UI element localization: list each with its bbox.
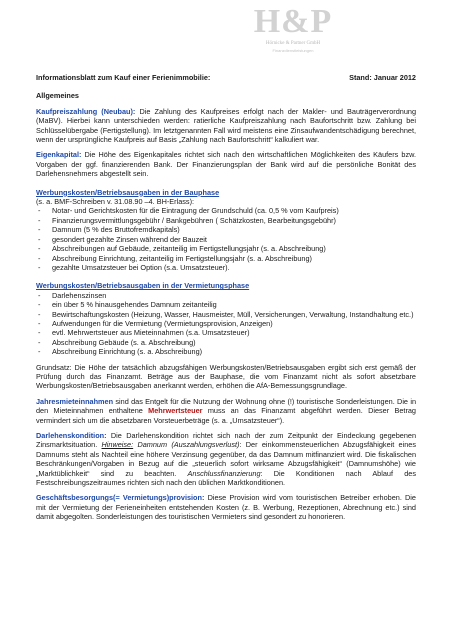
section-general-title: Allgemeines xyxy=(36,91,79,101)
logo-mark: H&P xyxy=(253,3,333,40)
list-item: - Damnum (5 % des Bruttofremdkapitals) xyxy=(36,225,416,234)
list-vermietung xyxy=(36,291,416,357)
text-eigenkapital: Die Höhe des Eigenkapitales richtet sich nach den wirtschaftlichen Möglichkeiten des Käufers bzw. Vorgaben der ggf. finanzierenden Bank. Der Finanzierungsplan der Bank wird auf die persönliche Bonität des Darlehensnehmers abgestellt sein. xyxy=(36,150,416,179)
label-anschluss: Anschlussfinanzierung xyxy=(187,468,261,478)
document-header xyxy=(36,73,416,82)
text-kaufpreis: Die Zahlung des Kaufpreises erfolgt nach der Makler- und Bauträgerverordnung (MaBV). Hierbei kann unterschieden werden: ratierliche Kaufpreiszahlung nach Baufortschritt bzw. Zahlung bei Schlüsselübergabe (Fertigstellung). Im letztgenannten Fall wird meistens eine Zinsaufwandentschädigung berechnet, wenn der ursprüngliche Kaufpreis auf Basis „Zahlung nach Baufortschritt“ kalkuliert war. xyxy=(36,106,416,145)
label-geschaeft: Geschäftsbesorgungs(= Vermietungs)provision: xyxy=(36,493,205,503)
bauphase-intro: (s. a. BMF-Schreiben v. 31.08.90 –4. BH-Erlass): xyxy=(36,197,195,207)
list-item: - gesondert gezahlte Zinsen während der Bauzeit xyxy=(36,235,416,244)
label-eigenkapital: Eigenkapital: xyxy=(36,150,82,160)
logo-company-name: Hörnicke & Partner GmbH xyxy=(265,41,321,46)
text-geschaeft: Diese Provision wird vom touristischen Betreiber erhoben. Die mit der Vermietung der Ferieneinheiten entstehenden Kosten (z. B. Werbung, Rezeptionen, Abrechnung etc.) sind damit abgegolten. Sonderleistungen des touristischen Vermieters sind gesondert zu honorieren. xyxy=(36,493,416,522)
paragraph-geschaeft xyxy=(36,493,416,521)
document-date: Stand: Januar 2012 xyxy=(349,73,416,82)
list-item: - Darlehenszinsen xyxy=(36,291,416,300)
label-mehrwertsteuer: Mehrwertsteuer xyxy=(148,406,203,416)
logo-tagline: Finanzdienstleistungen xyxy=(272,48,314,53)
label-jahresmiete: Jahresmieteinnahmen xyxy=(36,396,114,406)
label-damnum: Damnum (Auszahlungsverlust) xyxy=(133,440,240,450)
heading-vermietung: Werbungskosten/Betriebsausgaben in der Vermietungsphase xyxy=(36,281,250,291)
list-item: - evtl. Mehrwertsteuer aus Mieteinnahmen (s.a. Umsatzsteuer) xyxy=(36,328,416,337)
list-item: - Abschreibung Einrichtung (s. a. Abschreibung) xyxy=(36,347,416,356)
text-jahresmiete-1: sind das Entgelt für die Nutzung der Wohnung ohne (!) touristische Sonderleistungen. Die in den Mieteinnahmen enthaltene xyxy=(36,396,416,416)
heading-bauphase: Werbungskosten/Betriebsausgaben in der Bauphase xyxy=(36,187,220,197)
text-darlehen-1: Die Darlehenskondition richtet sich nach der zum Zeitpunkt der Eindeckung gegebenen Zinsmarktsituation. xyxy=(36,431,416,450)
text-darlehen-3: : Die Konditionen nach Ablauf des Festschreibungszeitraumes richten sich nach den üblichen Marktkonditionen. xyxy=(36,468,416,488)
document-body xyxy=(36,73,416,522)
list-item: - Notar- und Gerichtskosten für die Eintragung der Grundschuld (ca. 0,5 % vom Kaufpreis) xyxy=(36,206,416,215)
company-logo xyxy=(228,4,358,54)
list-item: - Abschreibungen auf Gebäude, zeitanteilig im Fertigstellungsjahr (s. a. Abschreibung) xyxy=(36,244,416,253)
paragraph-eigenkapital xyxy=(36,150,416,178)
list-item: - gezahlte Umsatzsteuer bei Option (s.a. Umsatzsteuer). xyxy=(36,263,416,272)
document-title: Informationsblatt zum Kauf einer Ferienimmobilie: xyxy=(36,73,211,82)
list-item: - ein über 5 % hinausgehendes Damnum zeitanteilig xyxy=(36,300,416,309)
list-item: - Bewirtschaftungskosten (Heizung, Wasser, Hausmeister, Müll, Versicherungen, Verwaltung, Instandhaltung etc.) xyxy=(36,310,416,319)
paragraph-jahresmiete xyxy=(36,397,416,425)
text-darlehen-2: : Der einkommensteuerlichen Abzugsfähigkeit eines Damnums steht als Nachteil eine höhere Verzinsung gegenüber, da das Damnum mitfinanziert wird. Die fiskalischen Beschränkungen/Vorgaben in Bezug auf die „steuerlich sofort wirksame Abzugsfähigkeit“ (Damnumshöhe) wie „Marktüblichkeit“ sind zu beachten. xyxy=(36,440,417,478)
text-jahresmiete-2: muss an das Finanzamt abgeführt werden. Dieser Betrag vermindert sich um die absetzbaren Vorsteuerbeträge (s. a. „Umsatzsteuer“). xyxy=(36,406,416,425)
label-darlehen: Darlehenskondition: xyxy=(36,431,107,440)
list-item: - Aufwendungen für die Vermietung (Vermietungsprovision, Anzeigen) xyxy=(36,319,416,328)
paragraph-kaufpreis xyxy=(36,107,416,145)
label-hinweis: Hinweise: xyxy=(101,440,134,450)
paragraph-darlehen xyxy=(36,431,416,487)
label-kaufpreis: Kaufpreiszahlung (Neubau): xyxy=(36,106,136,116)
paragraph-grundsatz: Grundsatz: Die Höhe der tatsächlich abzugsfähigen Werbungskosten/Betriebsausgaben ergibt sich erst gemäß der Prüfung durch das Finanzamt. Beträge aus der Bauphase, die vom Finanzamt nicht als sofort absetzbare Werbungskosten/Betriebsausgaben anerkannt werden, erhöhen die AfA-Bemessungsgrundlage. xyxy=(36,362,416,391)
list-item: - Finanzierungsvermittlungsgebühr / Bankgebühren ( Schätzkosten, Bearbeitungsgebühr) xyxy=(36,216,416,225)
list-item: - Abschreibung Einrichtung, zeitanteilig im Fertigstellungsjahr (s. a. Abschreibung) xyxy=(36,254,416,263)
list-bauphase xyxy=(36,206,416,272)
list-item: - Abschreibung Gebäude (s. a. Abschreibung) xyxy=(36,338,416,347)
